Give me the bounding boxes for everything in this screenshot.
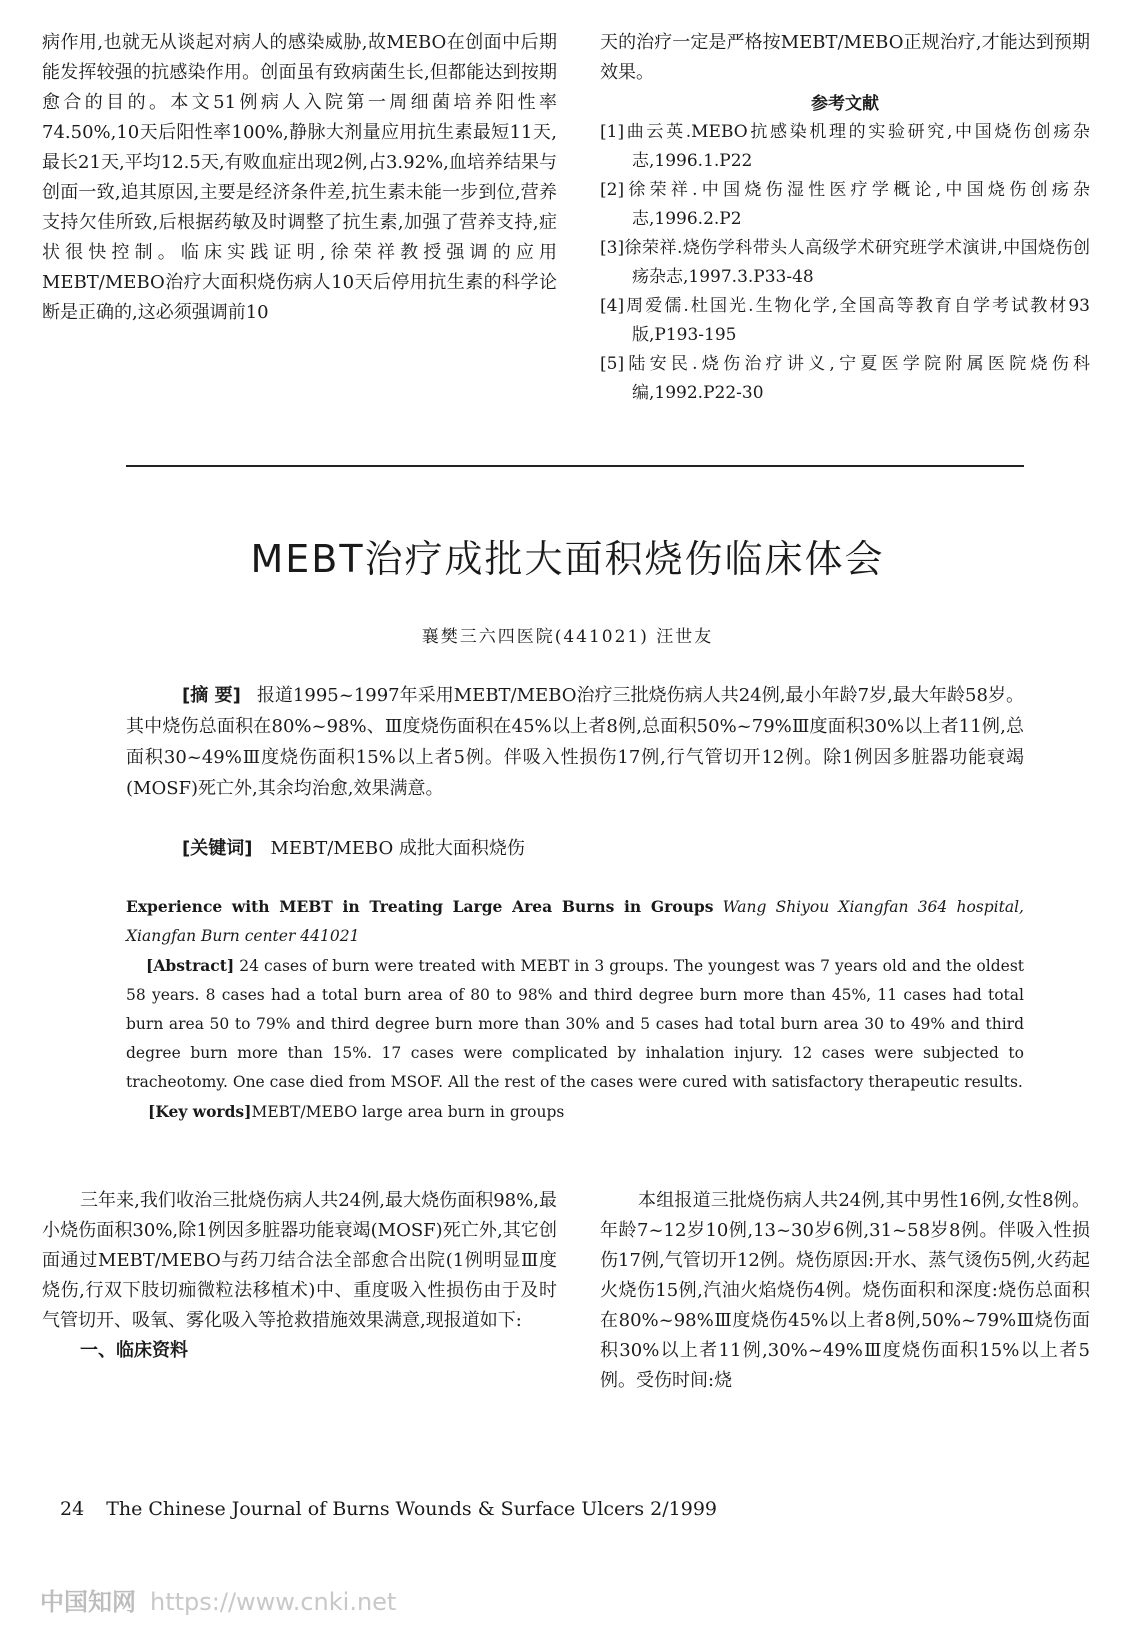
english-abstract [126, 951, 1024, 1097]
reference-item: [5]陆安民.烧伤治疗讲义,宁夏医学院附属医院烧伤科编,1992.P22-30 [600, 354, 1090, 403]
reference-item: [3]徐荣祥.烧伤学科带头人高级学术研究班学术演讲,中国烧伤创疡杂志,1997.3.P33-48 [600, 238, 1090, 287]
body-right-paragraph: 本组报道三批烧伤病人共24例,其中男性16例,女性8例。年龄7~12岁10例,13~30岁6例,31~58岁8例。伴吸入性损伤17例,气管切开12例。烧伤原因:开水、蒸气烫伤5例,火药起火烧伤15例,汽油火焰烧伤4例。烧伤面积和深度:烧伤总面积在80%~98%Ⅲ度烧伤45%以上者8例,50%~79%Ⅲ烧伤面积30%以上者11例,30%~49%Ⅲ度烧伤面积15%以上者5例。受伤时间:烧 [600, 1190, 1090, 1391]
body-left-paragraph: 三年来,我们收治三批烧伤病人共24例,最大烧伤面积98%,最小烧伤面积30%,除1例因多脏器功能衰竭(MOSF)死亡外,其它创面通过MEBT/MEBO与药刀结合法全部愈合出院(1例明显Ⅲ度烧伤,行双下肢切痂微粒法移植术)中、重度吸入性损伤由于及时气管切开、吸氧、雾化吸入等抢救措施效果满意,现报道如下: [42, 1190, 557, 1331]
english-affiliation: Wang Shiyou Xiangfan 364 hospital, Xiangfan Burn center 441021 [126, 898, 1024, 945]
english-abstract-text: 24 cases of burn were treated with MEBT in 3 groups. The youngest was 7 years old and the oldest 58 years. 8 cases had a total burn area of 80 to 98% and third degree burn more than 45%, 11 cases had total burn area 50 to 79% and third degree burn more than 30% and 5 cases had total burn area 30 to 49% and third degree burn more than 15%. 17 cases were complicated by inhalation injury. 12 cases were subjected to tracheotomy. One case died from MSOF. All the rest of the cases were cured with satisfactory therapeutic results. [126, 957, 1024, 1091]
cnki-watermark [40, 1582, 396, 1617]
english-title: Experience with MEBT in Treating Large Area Burns in Groups [126, 897, 714, 916]
english-abstract-label: [Abstract] [146, 956, 235, 975]
page-footer [60, 1498, 717, 1520]
cnki-url: https://www.cnki.net [150, 1588, 397, 1616]
references-list [600, 118, 1090, 408]
keywords-cn-text: MEBT/MEBO 成批大面积烧伤 [270, 838, 525, 859]
abstract-cn [126, 680, 1024, 804]
journal-name: The Chinese Journal of Burns Wounds & Surface Ulcers 2/1999 [106, 1498, 717, 1520]
body-left-column [42, 1186, 557, 1366]
english-keywords-text: MEBT/MEBO large area burn in groups [251, 1103, 565, 1121]
page-number: 24 [60, 1498, 85, 1520]
section-divider [126, 465, 1024, 467]
reference-item: [2]徐荣祥.中国烧伤湿性医疗学概论,中国烧伤创疡杂志,1996.2.P2 [600, 180, 1090, 229]
top-left-column-text: 病作用,也就无从谈起对病人的感染威胁,故MEBO在创面中后期能发挥较强的抗感染作用。创面虽有致病菌生长,但都能达到按期愈合的目的。本文51例病人入院第一周细菌培养阳性率74.50%,10天后阳性率100%,静脉大剂量应用抗生素最短11天,最长21天,平均12.5天,有败血症出现2例,占3.92%,血培养结果与创面一致,追其原因,主要是经济条件差,抗生素未能一步到位,营养支持欠佳所致,后根据药敏及时调整了抗生素,加强了营养支持,症状很快控制。临床实践证明,徐荣祥教授强调的应用MEBT/MEBO治疗大面积烧伤病人10天后停用抗生素的科学论断是正确的,这必须强调前10 [42, 32, 557, 323]
top-right-column [600, 28, 1090, 408]
abstract-cn-text: 报道1995~1997年采用MEBT/MEBO治疗三批烧伤病人共24例,最小年龄7岁,最大年龄58岁。其中烧伤总面积在80%~98%、Ⅲ度烧伤面积在45%以上者8例,总面积50%~79%Ⅲ度面积30%以上者11例,总面积30~49%Ⅲ度烧伤面积15%以上者5例。伴吸入性损伤17例,行气管切开12例。除1例因多脏器功能衰竭(MOSF)死亡外,其余均治愈,效果满意。 [126, 685, 1024, 799]
article-affiliation: 襄樊三六四医院(441021) 汪世友 [421, 627, 714, 647]
english-keywords [126, 1097, 1024, 1127]
cnki-logo: 中国知网 [40, 1588, 136, 1616]
top-right-column-text: 天的治疗一定是严格按MEBT/MEBO正规治疗,才能达到预期效果。 [600, 32, 1090, 83]
english-keywords-label: [Key words] [148, 1102, 252, 1121]
section-heading: 一、临床资料 [80, 1340, 188, 1361]
references-title: 参考文献 [811, 94, 879, 114]
article-title: MEBT治疗成批大面积烧伤临床体会 [250, 537, 885, 581]
abstract-cn-label: [摘 要] [182, 685, 241, 706]
keywords-cn-label: [关键词] [182, 838, 253, 859]
keywords-cn [182, 834, 1024, 864]
reference-item: [1]曲云英.MEBO抗感染机理的实验研究,中国烧伤创疡杂志,1996.1.P22 [600, 122, 1090, 171]
reference-item: [4]周爱儒.杜国光.生物化学,全国高等教育自学考试教材93版,P193-195 [600, 296, 1090, 345]
english-abstract-block [126, 892, 1024, 1127]
